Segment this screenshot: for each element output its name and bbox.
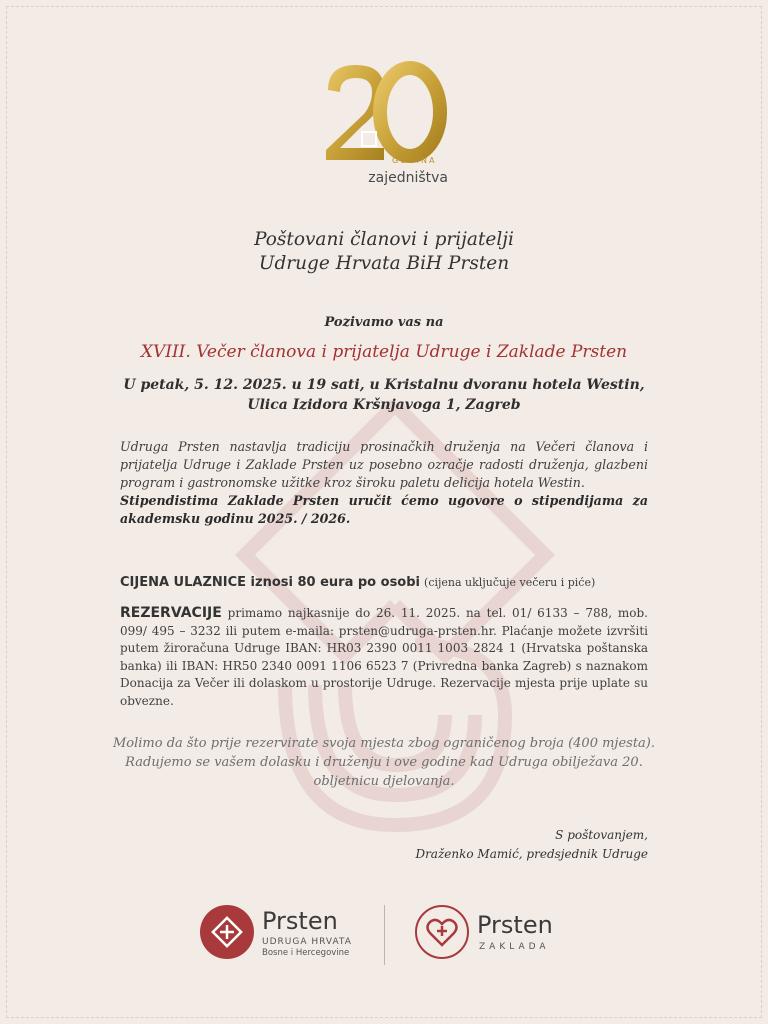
reservations-text: primamo najkasnije do 26. 11. 2025. na tel. 01/ 6133 – 788, mob. 099/ 495 – 3232 ili putem e-maila: prsten@udruga-prsten.hr. Plaćanje možete izvršiti putem žiroračuna Udruge IBAN: HR03 2390 0011 1003 2824 1 (Hrvatska poštanska banka) ili IBAN: HR50 2340 0091 1106 6523 7 (Privredna banka Zagreb) s naznakom Donacija za Večer ili dolaskom u prostorije Udruge. Rezervacije mjesta prije uplate su obvezne. xyxy=(120,606,648,708)
price-paragraph xyxy=(120,573,648,592)
udruga-brand: Prsten xyxy=(262,907,338,935)
udruga-sub-2: Bosne i Hercegovine xyxy=(262,948,350,958)
prsten-emblem-icon xyxy=(200,905,254,959)
reservations-lead: REZERVACIJE xyxy=(120,605,222,621)
invite-text: Pozivamo vas na xyxy=(324,315,444,330)
event-when-line-1: U petak, 5. 12. 2025. u 19 sati, u Kristalnu dvoranu hotela Westin, xyxy=(123,377,645,393)
footer-divider xyxy=(384,905,385,965)
event-title: XVIII. Večer članova i prijatelja Udruge i Zaklade Prsten xyxy=(140,342,628,362)
event-when-line-2: Ulica Izidora Kršnjavoga 1, Zagreb xyxy=(247,397,521,413)
zaklada-sub-1: ZAKLADA xyxy=(479,942,550,952)
reservations-paragraph xyxy=(120,605,648,710)
zaklada-prsten-logo xyxy=(415,905,585,965)
prsten-heart-emblem-icon xyxy=(415,905,469,959)
greeting-line-1: Poštovani članovi i prijatelji xyxy=(254,229,514,250)
price-note: (cijena uključuje večeru i piće) xyxy=(424,576,596,589)
closing-paragraph: Molimo da što prije rezervirate svoja mjesta zbog ograničenog broja (400 mjesta). Radujemo se vašem dolasku i druženju i ove godine kad Udruga obilježava 20. obljetnicu djelovanja. xyxy=(112,736,656,789)
greeting-line-2: Udruge Hrvata BiH Prsten xyxy=(258,253,510,274)
greeting xyxy=(0,228,768,276)
twenty-icon xyxy=(318,60,458,170)
signature xyxy=(415,826,648,864)
description-text: Udruga Prsten nastavlja tradiciju prosinačkih druženja na Večeri članova i prijatelja Udruge i Zaklade Prsten uz posebno ozračje radosti druženja, glazbeni program i gastronomske užitke kroz široku paletu delicija hotela Westin. xyxy=(120,439,648,490)
anniversary-logo xyxy=(318,60,458,200)
signature-line-1: S poštovanjem, xyxy=(555,828,648,842)
udruga-sub-1: UDRUGA HRVATA xyxy=(262,937,352,947)
ticket-price: CIJENA ULAZNICE iznosi 80 eura po osobi xyxy=(120,575,421,590)
godina-label: GODINA xyxy=(392,156,437,165)
signature-line-2: Draženko Mamić, predsjednik Udruge xyxy=(415,847,648,861)
scholarship-note: Stipendistima Zaklade Prsten uručit ćemo ugovore o stipendijama za akademsku godinu 2025. / 2026. xyxy=(120,493,648,526)
description-paragraph xyxy=(120,438,648,528)
zaklada-brand: Prsten xyxy=(477,911,553,939)
tagline: zajedništva xyxy=(368,170,448,186)
udruga-prsten-logo xyxy=(200,905,370,965)
event-when xyxy=(0,375,768,415)
